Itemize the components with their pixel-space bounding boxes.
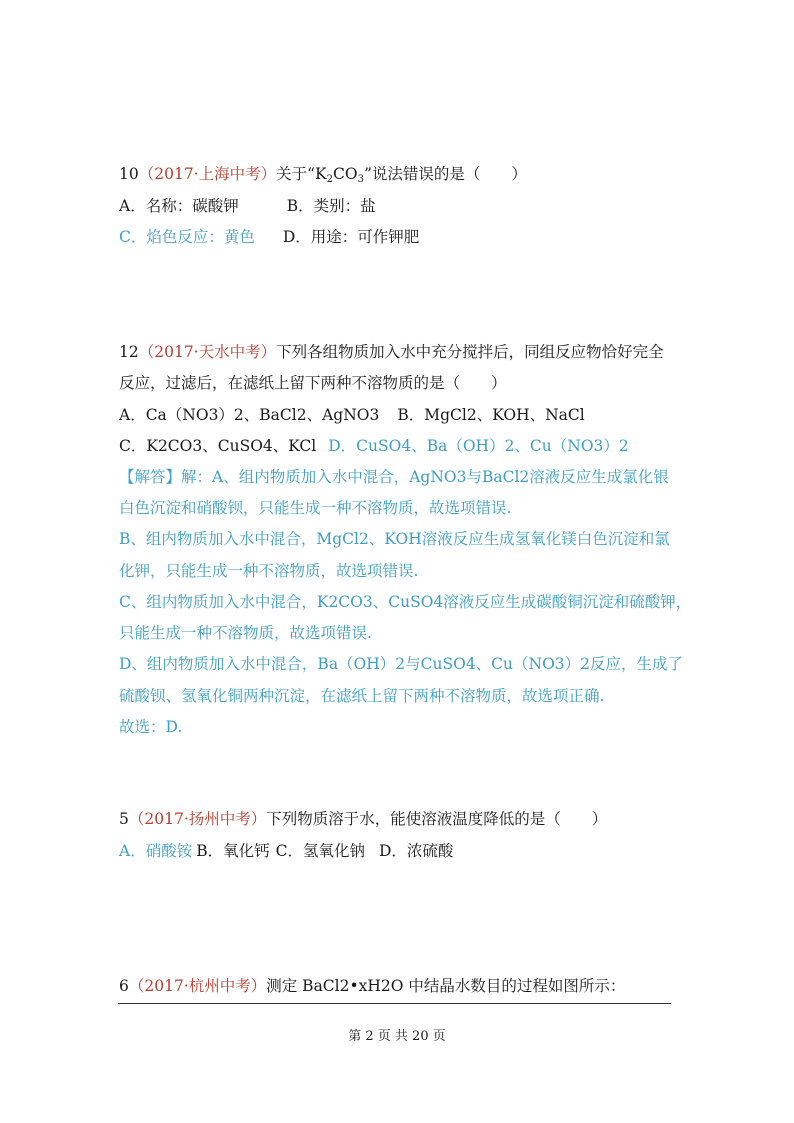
footer-rule — [118, 1003, 671, 1004]
q6-source: （2017·杭州中考） — [128, 977, 267, 995]
q5-number: 5 — [119, 810, 129, 828]
q12-answer-line1 — [119, 466, 669, 488]
q10-stem-text-c: ”说法错误的是（ ） — [363, 165, 527, 183]
q10-sub-1: 2 — [326, 174, 333, 185]
q12-answer-line6: 只能生成一种不溶物质，故选项错误. — [119, 624, 372, 642]
q12-answer-line4: 化钾，只能生成一种不溶物质，故选项错误. — [119, 562, 419, 580]
q12-stem-line1 — [119, 341, 664, 363]
page-footer: 第 2 页 共 20 页 — [348, 1029, 446, 1044]
q12-option-b: B．MgCl2、KOH、NaCl — [397, 406, 585, 424]
q12-stem-text1: 下列各组物质加入水中充分搅拌后，同组反应物恰好完全 — [276, 343, 664, 361]
q12-source: （2017·天水中考） — [138, 343, 277, 361]
q5-option-a: A．硝酸铵 — [119, 842, 193, 860]
q10-options-row1 — [119, 195, 376, 217]
q10-options-row2 — [119, 226, 419, 248]
q10-option-a: A．名称：碳酸钾 — [119, 197, 239, 215]
q5-source: （2017·扬州中考） — [128, 810, 267, 828]
q12-answer-line2: 白色沉淀和硝酸钡，只能生成一种不溶物质，故选项错误. — [119, 499, 512, 517]
q5-stem — [119, 808, 607, 830]
q12-number: 12 — [119, 343, 139, 361]
q5-stem-text: 下列物质溶于水，能使溶液温度降低的是（ ） — [266, 810, 608, 828]
q10-source: （2017·上海中考） — [138, 165, 277, 183]
q5-options — [119, 840, 453, 862]
q10-stem — [119, 163, 527, 191]
q10-number: 10 — [119, 165, 139, 183]
q6-stem-text: 测定 BaCl2•xH2O 中结晶水数目的过程如图所示： — [266, 977, 626, 995]
q12-answer-line7: D、组内物质加入水中混合，Ba（OH）2与CuSO4、Cu（NO3）2反应，生成了 — [119, 655, 684, 673]
q5-option-c: C．氢氧化钠 — [275, 842, 365, 860]
q12-stem-line2: 反应，过滤后，在滤纸上留下两种不溶物质的是（ ） — [119, 374, 507, 392]
q6-number: 6 — [119, 977, 129, 995]
q12-answer-line3: B、组内物质加入水中混合，MgCl2、KOH溶液反应生成氢氧化镁白色沉淀和氯 — [119, 530, 670, 548]
q10-stem-text-a: 关于“K — [276, 165, 327, 183]
q6-stem — [119, 975, 625, 997]
q10-option-d: D．用途：可作钾肥 — [282, 228, 420, 246]
q12-options-row1 — [119, 404, 585, 426]
q5-option-b: B．氧化钙 — [196, 842, 270, 860]
q5-option-d: D．浓硫酸 — [378, 842, 454, 860]
q12-answer-line5: C、组内物质加入水中混合，K2CO3、CuSO4溶液反应生成碳酸铜沉淀和硫酸钾， — [119, 593, 692, 611]
q10-sub-2: 3 — [357, 174, 364, 185]
answer-tag: 【解答】 — [119, 468, 182, 486]
q12-answer-line9: 故选：D. — [119, 718, 183, 736]
q10-stem-text-b: CO — [333, 165, 358, 183]
q12-option-d: D．CuSO4、Ba（OH）2、Cu（NO3）2 — [328, 437, 629, 455]
q12-options-row2 — [119, 435, 629, 457]
q10-option-c: C．焰色反应：黄色 — [119, 228, 255, 246]
q12-option-a: A．Ca（NO3）2、BaCl2、AgNO3 — [119, 406, 380, 424]
answer-text1: 解：A、组内物质加入水中混合，AgNO3与BaCl2溶液反应生成氯化银 — [181, 468, 669, 486]
q10-option-b: B．类别：盐 — [286, 197, 376, 215]
q12-answer-line8: 硫酸钡、氢氧化铜两种沉淀，在滤纸上留下两种不溶物质，故选项正确. — [119, 687, 605, 705]
q12-option-c: C．K2CO3、CuSO4、KCl — [119, 437, 317, 455]
